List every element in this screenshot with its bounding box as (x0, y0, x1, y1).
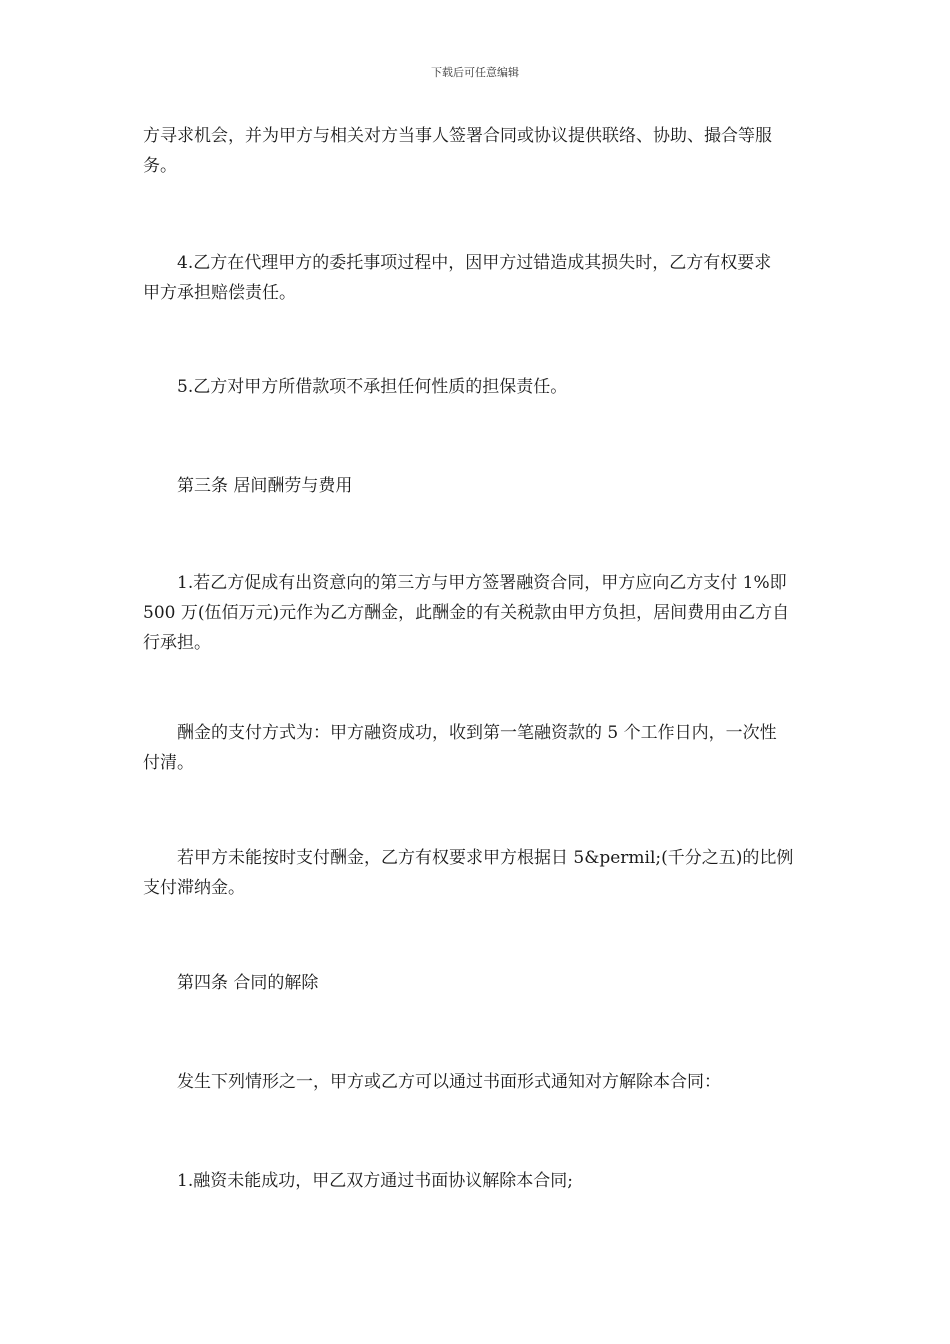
section-heading (143, 471, 811, 501)
paragraph (143, 372, 811, 402)
paragraph-line: 付清。 (143, 753, 194, 773)
paragraph (143, 568, 811, 658)
paragraph-line: 酬金的支付方式为：甲方融资成功，收到第一笔融资款的 5 个工作日内，一次性 (143, 723, 777, 743)
section-heading (143, 968, 811, 998)
paragraph-line: 发生下列情形之一，甲方或乙方可以通过书面形式通知对方解除本合同： (143, 1072, 721, 1092)
paragraph (143, 718, 811, 778)
paragraph-line: 务。 (143, 156, 177, 176)
section-heading-text: 第四条 合同的解除 (143, 973, 319, 993)
paragraph-line: 5.乙方对甲方所借款项不承担任何性质的担保责任。 (143, 377, 568, 397)
paragraph-line: 支付滞纳金。 (143, 878, 245, 898)
paragraph-line: 4.乙方在代理甲方的委托事项过程中，因甲方过错造成其损失时，乙方有权要求 (143, 253, 772, 273)
paragraph-line: 方寻求机会，并为甲方与相关对方当事人签署合同或协议提供联络、协助、撮合等服 (143, 126, 772, 146)
paragraph (143, 1067, 811, 1097)
paragraph-line: 1.若乙方促成有出资意向的第三方与甲方签署融资合同，甲方应向乙方支付 1%即 (143, 573, 787, 593)
paragraph-line: 行承担。 (143, 633, 211, 653)
paragraph-line: 甲方承担赔偿责任。 (143, 283, 296, 303)
section-heading-text: 第三条 居间酬劳与费用 (143, 476, 353, 496)
paragraph-line: 1.融资未能成功，甲乙双方通过书面协议解除本合同; (143, 1171, 573, 1191)
paragraph-line: 500 万(伍佰万元)元作为乙方酬金，此酬金的有关税款由甲方负担，居间费用由乙方自 (143, 603, 790, 623)
paragraph (143, 1166, 811, 1196)
paragraph (143, 248, 811, 308)
paragraph-line: 若甲方未能按时支付酬金，乙方有权要求甲方根据日 5&permil;(千分之五)的比例 (143, 848, 794, 868)
paragraph (143, 843, 811, 903)
paragraph (143, 121, 811, 181)
page-header: 下载后可任意编辑 (431, 66, 519, 79)
